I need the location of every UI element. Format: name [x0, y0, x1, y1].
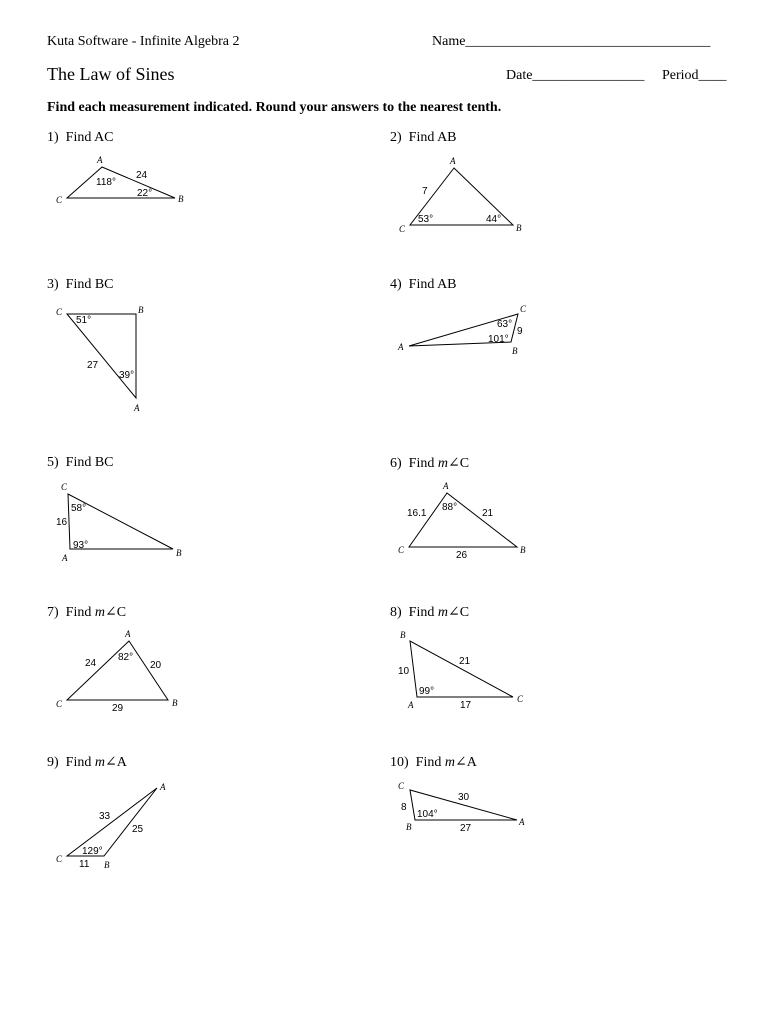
vertex-c: C: [398, 781, 405, 791]
vertex-a: A: [398, 342, 404, 352]
side-ac-measure: 7: [422, 186, 428, 197]
vertex-a: A: [134, 403, 140, 413]
problem-number: 8): [390, 605, 402, 620]
problem-task: Find m∠C: [408, 456, 470, 471]
angle-a-measure: 99°: [419, 686, 435, 697]
angle-b-measure: 129°: [82, 846, 103, 857]
problem-task: Find m∠C: [65, 605, 127, 620]
instructions: Find each measurement indicated. Round your answers to the nearest tenth.: [47, 100, 502, 115]
vertex-b: B: [516, 223, 522, 233]
side-ac-measure: 30: [458, 792, 470, 803]
problem-task: Find BC: [65, 277, 114, 292]
problem-number: 10): [390, 755, 409, 770]
vertex-b: B: [104, 860, 110, 870]
problem-task: Find AB: [408, 130, 457, 145]
problem-number: 7): [47, 605, 59, 620]
vertex-b: B: [178, 194, 184, 204]
side-ab-measure: 27: [460, 823, 472, 834]
vertex-b: B: [520, 545, 526, 555]
angle-b-measure: 22°: [137, 188, 153, 199]
vertex-a: A: [125, 629, 131, 639]
side-bc-measure: 21: [459, 656, 471, 667]
problem-task: Find AB: [408, 277, 457, 292]
side-ab-measure: 20: [150, 660, 162, 671]
vertex-a: A: [408, 700, 414, 710]
side-ac-measure: 33: [99, 811, 111, 822]
period-field[interactable]: Period____: [662, 68, 727, 83]
vertex-c: C: [56, 307, 63, 317]
side-bc-measure: 8: [401, 802, 407, 813]
vertex-c: C: [517, 694, 524, 704]
problem-task: Find m∠A: [415, 755, 477, 770]
problem-task: Find m∠C: [408, 605, 470, 620]
vertex-b: B: [406, 822, 412, 832]
angle-b-measure: 104°: [417, 809, 438, 820]
side-bc-measure: 11: [79, 859, 90, 870]
worksheet-title: The Law of Sines: [47, 64, 175, 84]
angle-b-measure: 101°: [488, 334, 509, 345]
side-ac-measure: 27: [87, 360, 99, 371]
side-ac-measure: 16: [56, 517, 68, 528]
side-bc-measure: 26: [456, 550, 468, 561]
angle-a-measure: 93°: [73, 540, 89, 551]
problem-number: 4): [390, 277, 402, 292]
problem-task: Find m∠A: [65, 755, 127, 770]
side-bc-measure: 9: [517, 326, 523, 337]
vertex-c: C: [398, 545, 405, 555]
problem-number: 2): [390, 130, 402, 145]
side-ab-measure: 24: [136, 170, 148, 181]
vertex-c: C: [56, 699, 63, 709]
angle-a-measure: 118°: [96, 177, 116, 188]
problem-number: 9): [47, 755, 59, 770]
side-bc-measure: 29: [112, 703, 124, 714]
side-ab-measure: 25: [132, 824, 144, 835]
vertex-c: C: [520, 304, 527, 314]
angle-a-measure: 39°: [119, 370, 135, 381]
problem-task: Find AC: [65, 130, 114, 145]
vertex-b: B: [400, 630, 406, 640]
vertex-a: A: [450, 156, 456, 166]
angle-c-measure: 63°: [497, 319, 513, 330]
problem-task: Find BC: [65, 455, 114, 470]
vertex-a: A: [97, 155, 103, 165]
software-label: Kuta Software - Infinite Algebra 2: [47, 34, 240, 49]
date-field[interactable]: Date________________: [506, 68, 645, 83]
angle-c-measure: 53°: [418, 214, 434, 225]
side-ac-measure: 17: [460, 700, 472, 711]
vertex-c: C: [56, 854, 63, 864]
vertex-a: A: [62, 553, 68, 563]
problem-number: 1): [47, 130, 59, 145]
vertex-a: A: [160, 782, 166, 792]
side-ab-measure: 10: [398, 666, 410, 677]
angle-c-measure: 51°: [76, 315, 92, 326]
vertex-c: C: [56, 195, 63, 205]
vertex-c: C: [399, 224, 406, 234]
problem-number: 5): [47, 455, 59, 470]
name-field[interactable]: Name___________________________________: [432, 34, 711, 49]
vertex-b: B: [172, 698, 178, 708]
side-ac-measure: 24: [85, 658, 97, 669]
side-ac-measure: 16.1: [407, 508, 427, 519]
vertex-a: A: [519, 817, 525, 827]
vertex-b: B: [512, 346, 518, 356]
vertex-b: B: [138, 305, 144, 315]
angle-b-measure: 44°: [486, 214, 502, 225]
angle-a-measure: 88°: [442, 502, 458, 513]
angle-a-measure: 82°: [118, 652, 134, 663]
problem-number: 6): [390, 456, 402, 471]
vertex-b: B: [176, 548, 182, 558]
angle-c-measure: 58°: [71, 503, 87, 514]
problem-number: 3): [47, 277, 59, 292]
side-ab-measure: 21: [482, 508, 494, 519]
vertex-c: C: [61, 482, 68, 492]
vertex-a: A: [443, 481, 449, 491]
